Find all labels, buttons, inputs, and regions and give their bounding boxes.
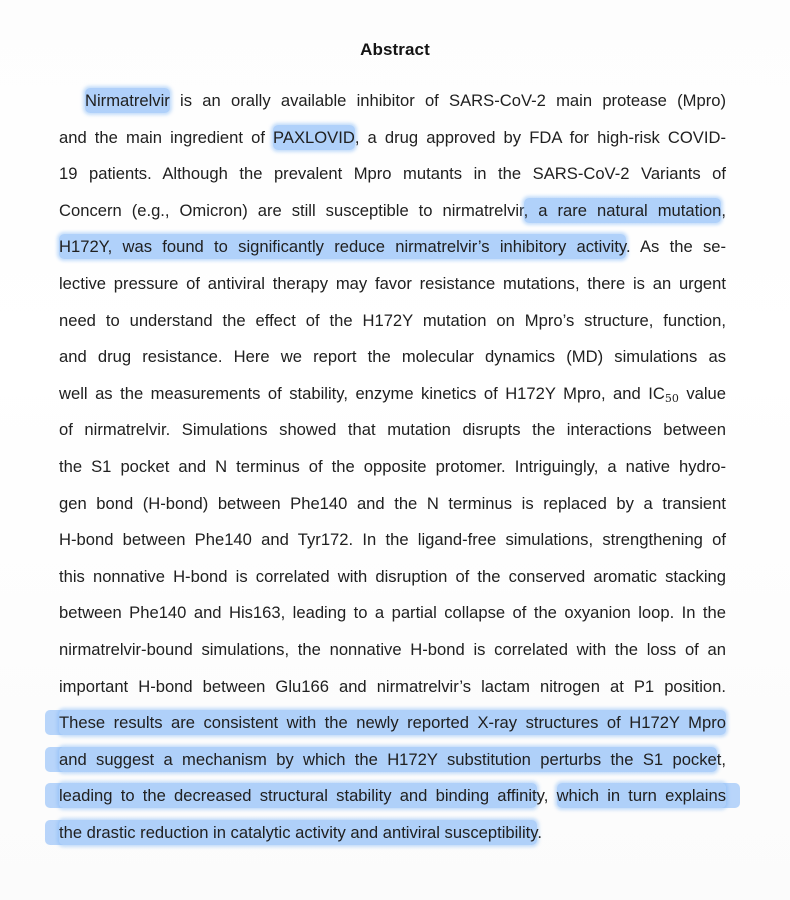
body-text: lective pressure of antiviral therapy may favor resistance mutations, there is an urgent — [59, 274, 726, 293]
body-text: . — [537, 823, 542, 842]
abstract-line — [59, 193, 726, 229]
body-text: y, — [536, 786, 557, 806]
body-text: need to understand the effect of the H172Y mutation on Mpro’s structure, function, — [59, 310, 726, 330]
body-text: Concern (e.g., Omicron) are still susceptible to nirmatrelvir — [59, 200, 524, 220]
abstract-line — [59, 83, 726, 119]
body-text: , — [721, 200, 727, 220]
abstract-line — [59, 120, 726, 156]
body-text: between Phe140 and His163, leading to a partial collapse of the oxyanion loop. In the — [59, 603, 726, 623]
highlighted-text: Nirmatrelvir — [85, 88, 170, 113]
highlighted-text: and suggest a mechanism by which the H172Y substitution perturbs the S1 pocke — [59, 747, 717, 772]
abstract-line — [59, 595, 726, 631]
highlighted-text: These results are consistent with the newly reported X-ray structures of H172Y Mpro — [59, 710, 726, 735]
abstract-line — [59, 522, 726, 558]
body-text: . As the se- — [626, 237, 726, 257]
highlighted-text: the drastic reduction in catalytic activity and antiviral susceptibility — [59, 820, 537, 845]
abstract-line — [59, 705, 726, 741]
body-text: and the main ingredient of — [59, 127, 274, 147]
body-text: well as the measurements of stability, enzyme kinetics of H172Y Mpro, and IC — [59, 383, 665, 403]
abstract-line — [59, 632, 726, 668]
abstract-line — [59, 778, 726, 814]
highlighted-text: which in turn explains — [557, 783, 726, 808]
highlighted-text: PAXLOVID — [273, 125, 355, 150]
body-text: is an orally available inhibitor of SARS-CoV-2 main protease (Mpro) — [169, 91, 726, 110]
abstract-line — [59, 339, 726, 375]
abstract-title: Abstract — [360, 40, 430, 59]
abstract-line — [59, 412, 726, 448]
body-text: this nonnative H-bond is correlated with disruption of the conserved aromatic stacking — [59, 566, 726, 586]
highlighted-text: , a rare natural mutation — [524, 198, 722, 223]
abstract-line — [59, 376, 726, 412]
abstract-line — [59, 559, 726, 595]
body-text: and drug resistance. Here we report the molecular dynamics (MD) simulations as — [59, 347, 726, 367]
abstract-line — [59, 449, 726, 485]
abstract-line — [59, 815, 726, 851]
body-text: value — [678, 383, 726, 403]
abstract-line — [59, 229, 726, 265]
abstract-line — [59, 266, 726, 302]
abstract-line — [59, 303, 726, 339]
highlighted-text: leading to the decreased structural stability and binding affinit — [59, 783, 537, 808]
abstract-line — [59, 156, 726, 192]
body-text: important H-bond between Glu166 and nirmatrelvir’s lactam nitrogen at P1 position. — [59, 676, 726, 696]
body-text: 19 patients. Although the prevalent Mpro mutants in the SARS-CoV-2 Variants of — [59, 164, 726, 184]
highlighted-text: H172Y, was found to significantly reduce nirmatrelvir’s inhibitory activity — [59, 234, 626, 259]
body-text: of nirmatrelvir. Simulations showed that mutation disrupts the interactions between — [59, 420, 726, 440]
abstract-line — [59, 669, 726, 705]
body-text: the S1 pocket and N terminus of the opposite protomer. Intriguingly, a native hydro- — [59, 457, 726, 476]
subscript-text: 50 — [664, 391, 679, 405]
abstract-line — [59, 486, 726, 522]
body-text: t, — [716, 749, 726, 769]
body-text: nirmatrelvir-bound simulations, the nonnative H-bond is correlated with the loss of an — [59, 640, 726, 659]
body-text: gen bond (H-bond) between Phe140 and the N terminus is replaced by a transient — [59, 493, 726, 513]
body-text: , a drug approved by FDA for high-risk COVID- — [354, 127, 726, 147]
abstract-line — [59, 742, 726, 778]
body-text: H-bond between Phe140 and Tyr172. In the ligand-free simulations, strengthening of — [59, 530, 726, 550]
